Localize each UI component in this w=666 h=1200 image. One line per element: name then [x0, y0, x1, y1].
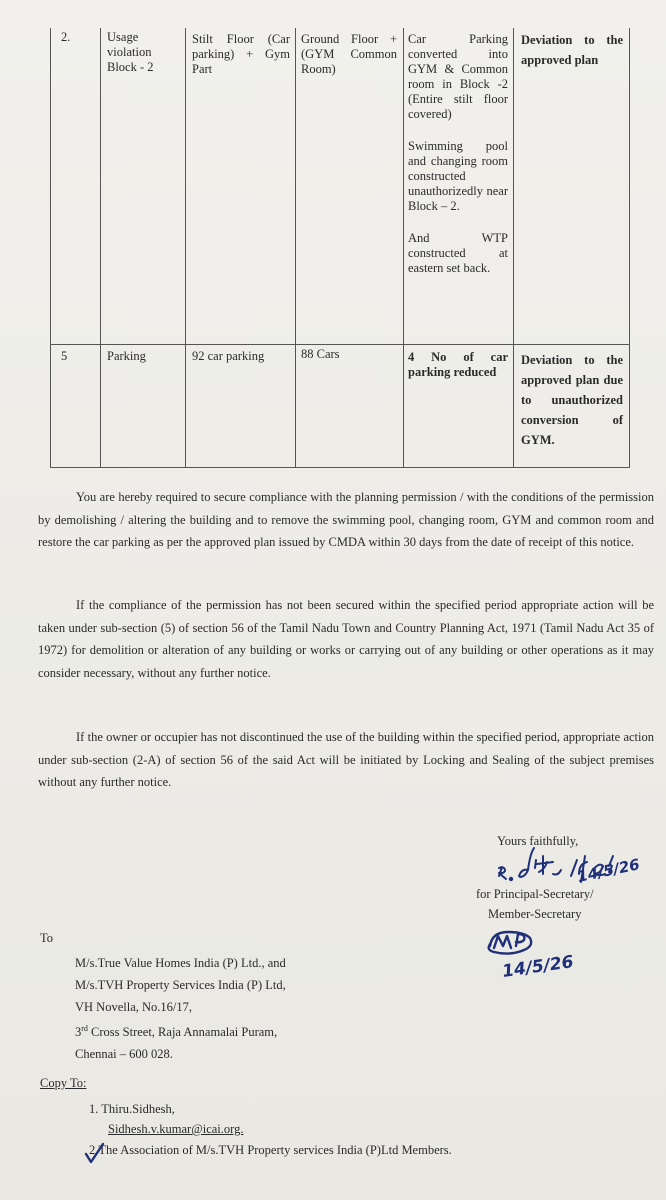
row1-approved: Stilt Floor (Car parking) + Gym Part	[192, 32, 290, 76]
table-col-divider	[513, 28, 514, 468]
addressee-line-2: M/s.TVH Property Services India (P) Ltd,	[75, 978, 286, 992]
street-name: Cross Street, Raja Annamalai Puram,	[87, 1025, 278, 1040]
table-col-divider	[100, 28, 101, 468]
table-row-divider	[51, 344, 629, 345]
remark-conversion: Car Parking converted into GYM & Common room in Block -2 (Entire stilt floor covered)	[408, 32, 508, 121]
addressee-city: Chennai – 600 028.	[75, 1047, 173, 1062]
row2-nature: Deviation to the approved plan due to unauthorized conversion of GYM.	[521, 353, 623, 447]
addressee-street	[75, 1018, 286, 1043]
row2-sno: 5	[61, 349, 68, 363]
row1-nature: Deviation to the approved plan	[521, 33, 623, 67]
row1-item: Usage violation Block - 2	[107, 30, 154, 74]
sealing-paragraph: If the owner or occupier has not discontinued the use of the building within the specified period, appropriate action under sub-section (2-A) of section 56 of the said Act will be initiated by Locking and Sealing of the subject premises without any further notice.	[38, 730, 654, 789]
deviation-table	[50, 28, 630, 468]
to-label: To	[40, 931, 54, 945]
table-col-divider	[295, 28, 296, 468]
street-number: 3	[75, 1025, 82, 1040]
table-col-divider	[185, 28, 186, 468]
row2-item: Parking	[107, 349, 146, 363]
row1-sno: 2.	[61, 30, 71, 44]
row1-onsite: Ground Floor + (GYM Common Room)	[301, 32, 397, 76]
addressee-line-3: VH Novella, No.16/17,	[75, 1000, 192, 1014]
addressee-line-1: M/s.True Value Homes India (P) Ltd., and	[75, 956, 286, 970]
row1-remarks	[408, 32, 508, 276]
addressee-block	[75, 952, 286, 1065]
copy-to-email[interactable]: Sidhesh.v.kumar@icai.org.	[108, 1122, 244, 1136]
remark-wtp: And WTP constructed at eastern set back.	[408, 231, 508, 275]
copy-to-item-2: 2.The Association of M/s.TVH Property services India (P)Ltd Members.	[89, 1143, 452, 1157]
remark-swimming-pool: Swimming pool and changing room constructed unauthorizedly near Block – 2.	[408, 139, 508, 213]
street-number-suffix: rd	[81, 1024, 88, 1033]
row2-approved: 92 car parking	[192, 349, 265, 363]
copy-to-label: Copy To:	[40, 1076, 87, 1090]
closing-salutation: Yours faithfully,	[497, 834, 579, 848]
for-principal-secretary: for Principal-Secretary/	[476, 887, 594, 901]
table-col-divider	[403, 28, 404, 468]
member-secretary-title: Member-Secretary	[488, 907, 582, 921]
signature-date-2: 14/5/26	[501, 952, 575, 982]
action-paragraph: If the compliance of the permission has not been secured within the specified period appropriate action will be taken under sub-section (5) of section 56 of the Tamil Nadu Town and Country Planning Act, 1971 (Tamil Nadu Act 35 of 1972) for demolition or alteration of any building or works or carrying out of any building or other operations as it may consider necessary, without any further notice.	[38, 598, 654, 680]
row2-remarks: 4 No of car parking reduced	[408, 350, 508, 379]
copy-to-item-1: 1. Thiru.Sidhesh,	[89, 1102, 175, 1116]
signature-date-1: 14/5/26	[575, 855, 642, 886]
row2-onsite: 88 Cars	[301, 347, 340, 361]
handwritten-signature-2	[478, 922, 618, 982]
compliance-paragraph: You are hereby required to secure compliance with the planning permission / with the conditions of the permission by demolishing / altering the building and to remove the swimming pool, changing room, GYM and common room and restore the car parking as per the approved plan issued by CMDA within 30 days from the date of receipt of this notice.	[38, 490, 654, 549]
